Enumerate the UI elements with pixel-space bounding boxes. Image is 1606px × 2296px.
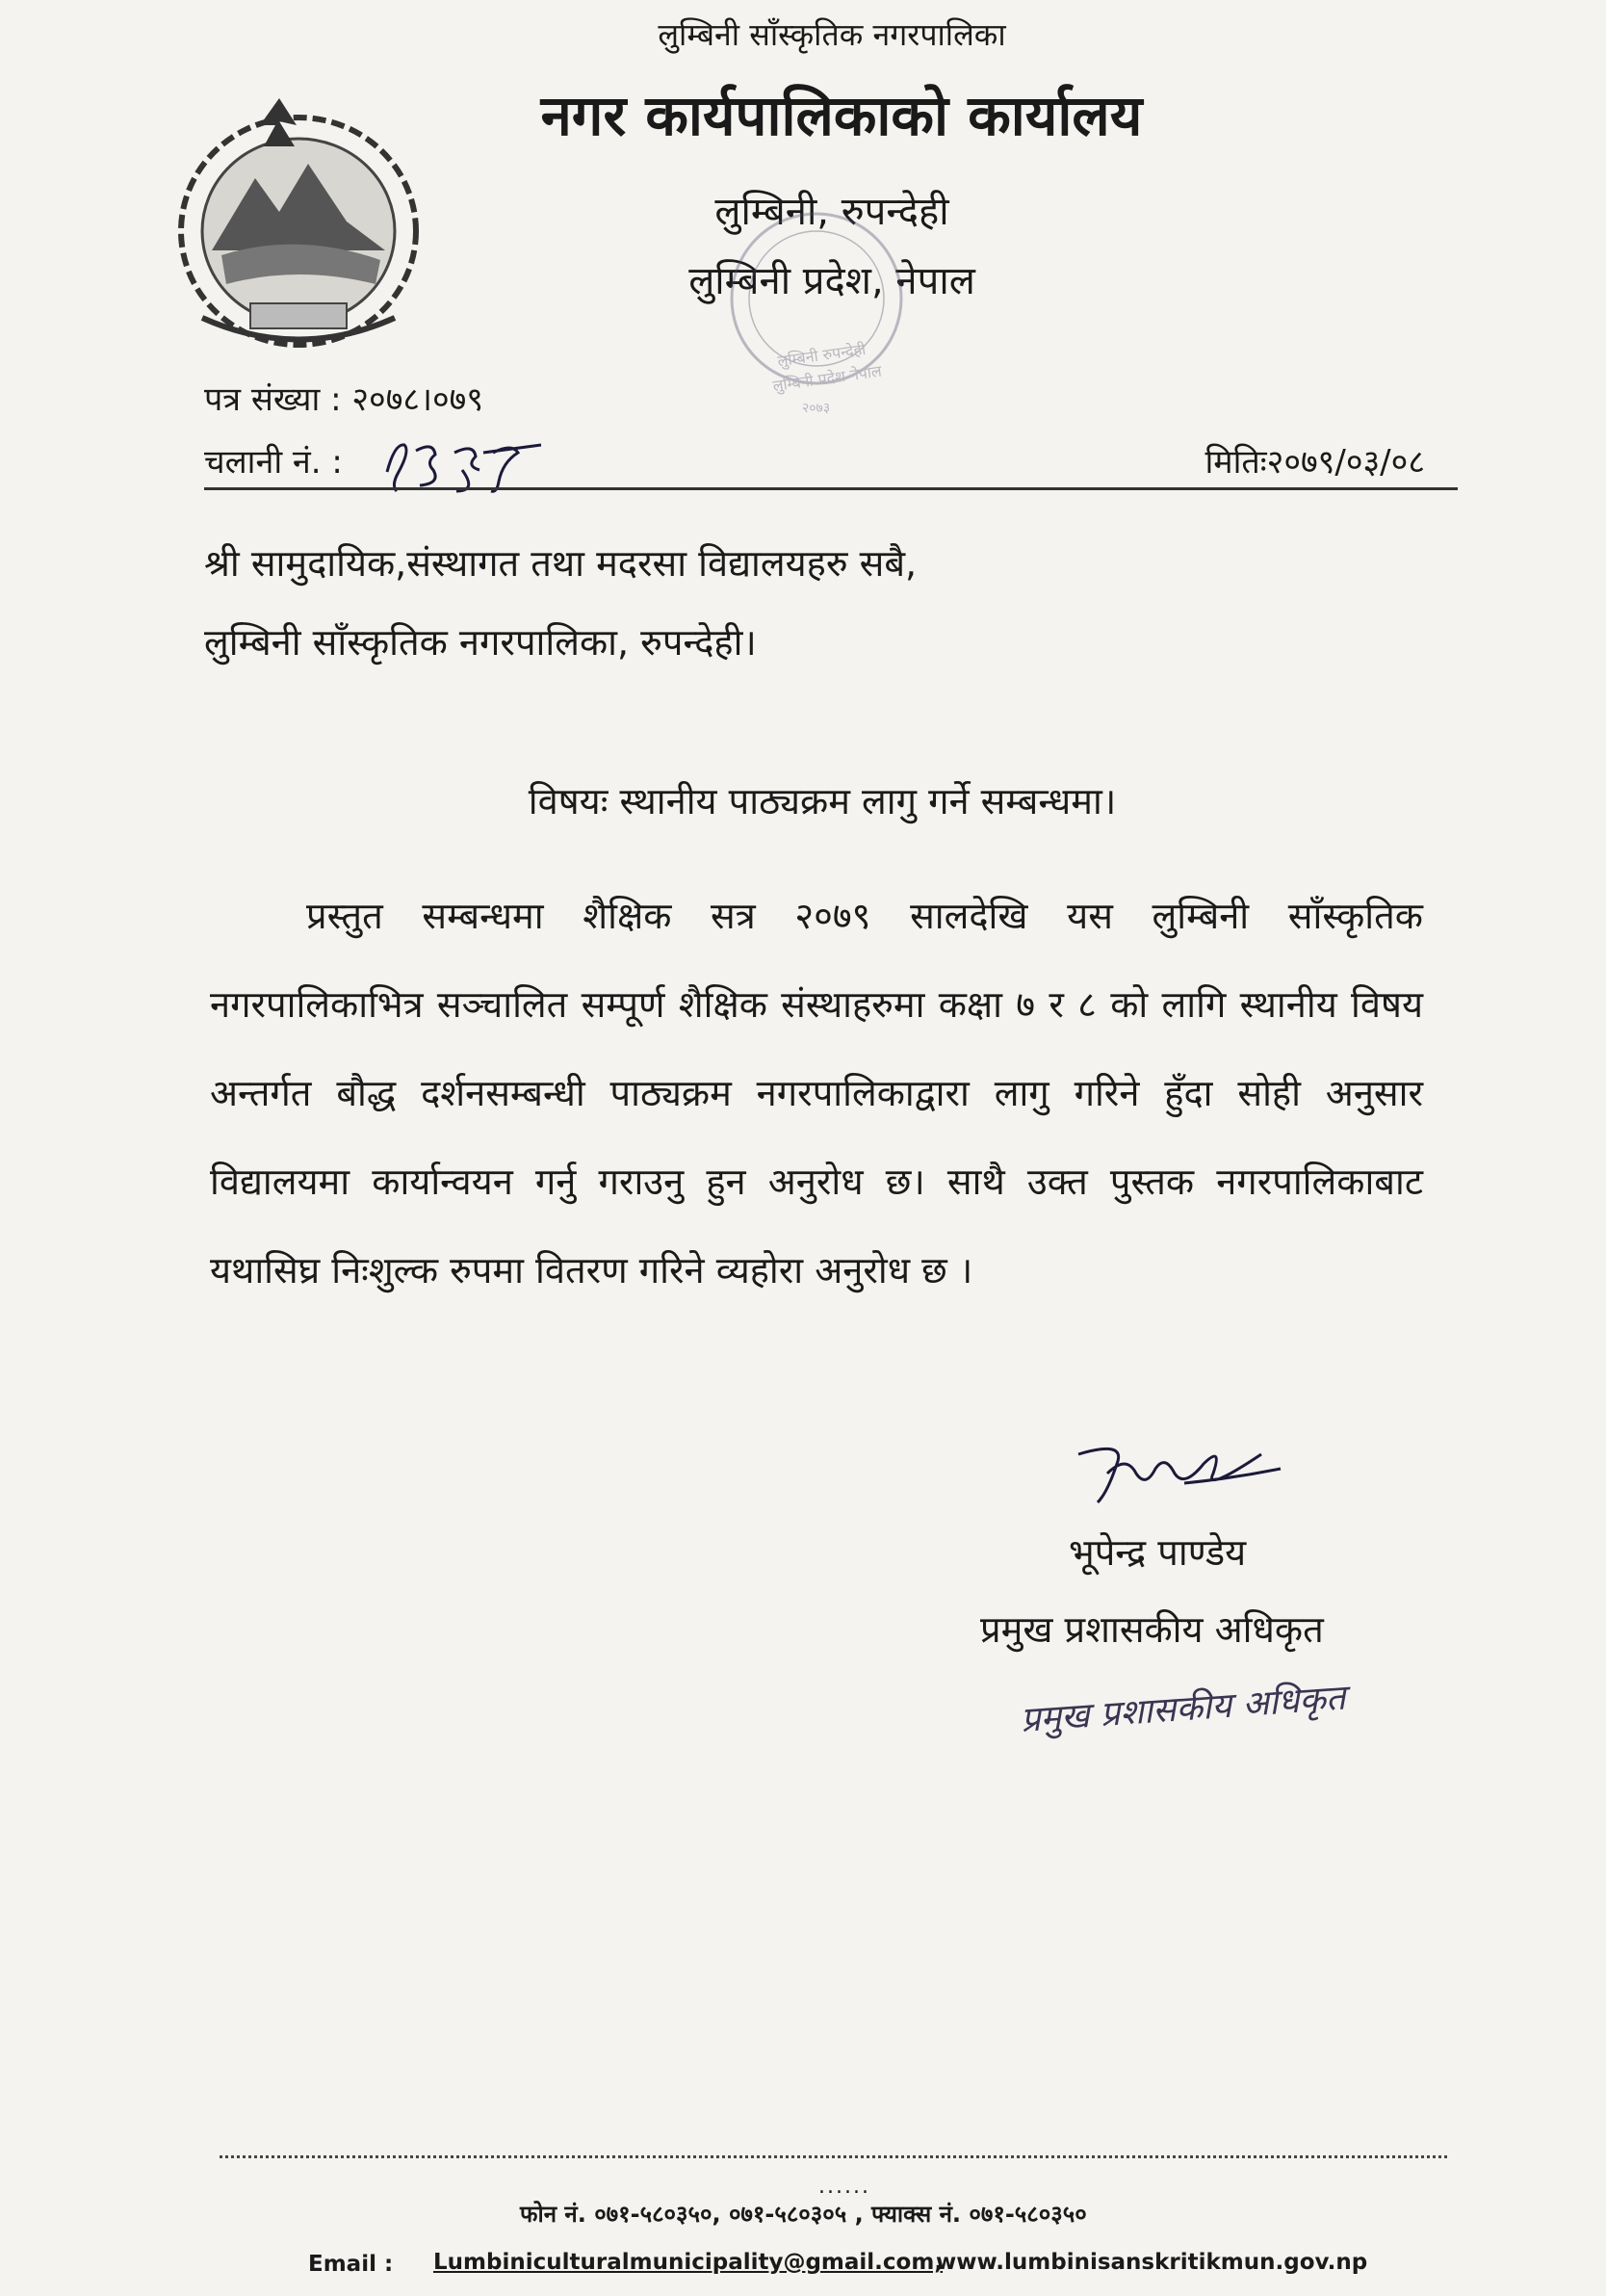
footer-dots: ...... bbox=[818, 2175, 870, 2199]
footer-phone: फोन नं. ०७१-५८०३५०, ०७१-५८०३०५ , फ्याक्स नं. ०७१-५८०३५० bbox=[520, 2201, 1087, 2228]
signer-title: प्रमुख प्रशासकीय अधिकृत bbox=[980, 1608, 1324, 1651]
svg-text:लुम्बिनी प्रदेश नेपाल: लुम्बिनी प्रदेश नेपाल bbox=[771, 361, 883, 396]
recipient-line-2: लुम्बिनी साँस्कृतिक नगरपालिका, रुपन्देही। bbox=[204, 621, 757, 664]
signature-scrawl bbox=[1069, 1435, 1290, 1512]
designation-stamp: प्रमुख प्रशासकीय अधिकृत bbox=[1019, 1678, 1347, 1740]
signer-name: भूपेन्द्र पाण्डेय bbox=[1069, 1531, 1247, 1574]
reference-number: पत्र संख्या : २०७८।०७९ bbox=[204, 380, 484, 419]
letter-subject: विषयः स्थानीय पाठ्यक्रम लागु गर्ने सम्बन्धमा। bbox=[528, 780, 1117, 822]
svg-text:२०७३: २०७३ bbox=[802, 401, 831, 416]
footer-website-link[interactable]: www.lumbinisanskritikmun.gov.np bbox=[936, 2250, 1368, 2275]
municipality-name: लुम्बिनी साँस्कृतिक नगरपालिका bbox=[658, 16, 1006, 53]
letter-body: प्रस्तुत सम्बन्धमा शैक्षिक सत्र २०७९ सालदेखि यस लुम्बिनी साँस्कृतिक नगरपालिकाभित्र सञ्चालित सम्पूर्ण शैक्षिक संस्थाहरुमा कक्षा ७ र ८ को लागि स्थानीय विषय अन्तर्गत बौद्ध दर्शनसम्बन्धी पाठ्यक्रम नगरपालिकाद्वारा लागु गरिने हुँदा सोही अनुसार विद्यालयमा कार्यान्वयन गर्नु गराउनु हुन अनुरोध छ। साथै उक्त पुस्तक नगरपालिकाबाट यथासिघ्र निःशुल्क रुपमा वितरण गरिने व्यहोरा अनुरोध छ । bbox=[210, 895, 1423, 1292]
address-line-1: लुम्बिनी, रुपन्देही bbox=[714, 190, 949, 234]
recipient-line-1: श्री सामुदायिक,संस्थागत तथा मदरसा विद्यालयहरु सबै, bbox=[204, 542, 918, 585]
dispatch-number-label: चलानी नं. : bbox=[204, 443, 343, 482]
office-title: नगर कार्यपालिकाको कार्यालय bbox=[540, 83, 1143, 148]
address-line-2: लुम्बिनी प्रदेश, नेपाल bbox=[688, 259, 975, 303]
header-divider bbox=[204, 487, 1458, 490]
footer-email-label: Email : bbox=[308, 2252, 394, 2277]
office-seal-stamp bbox=[720, 193, 913, 433]
footer-divider bbox=[220, 2155, 1447, 2158]
letter-date: मितिः२०७९/०३/०८ bbox=[1204, 443, 1425, 482]
footer-email-link[interactable]: Lumbiniculturalmunicipality@gmail.com, bbox=[433, 2250, 944, 2275]
svg-text:लुम्बिनी रुपन्देही: लुम्बिनी रुपन्देही bbox=[776, 339, 868, 371]
